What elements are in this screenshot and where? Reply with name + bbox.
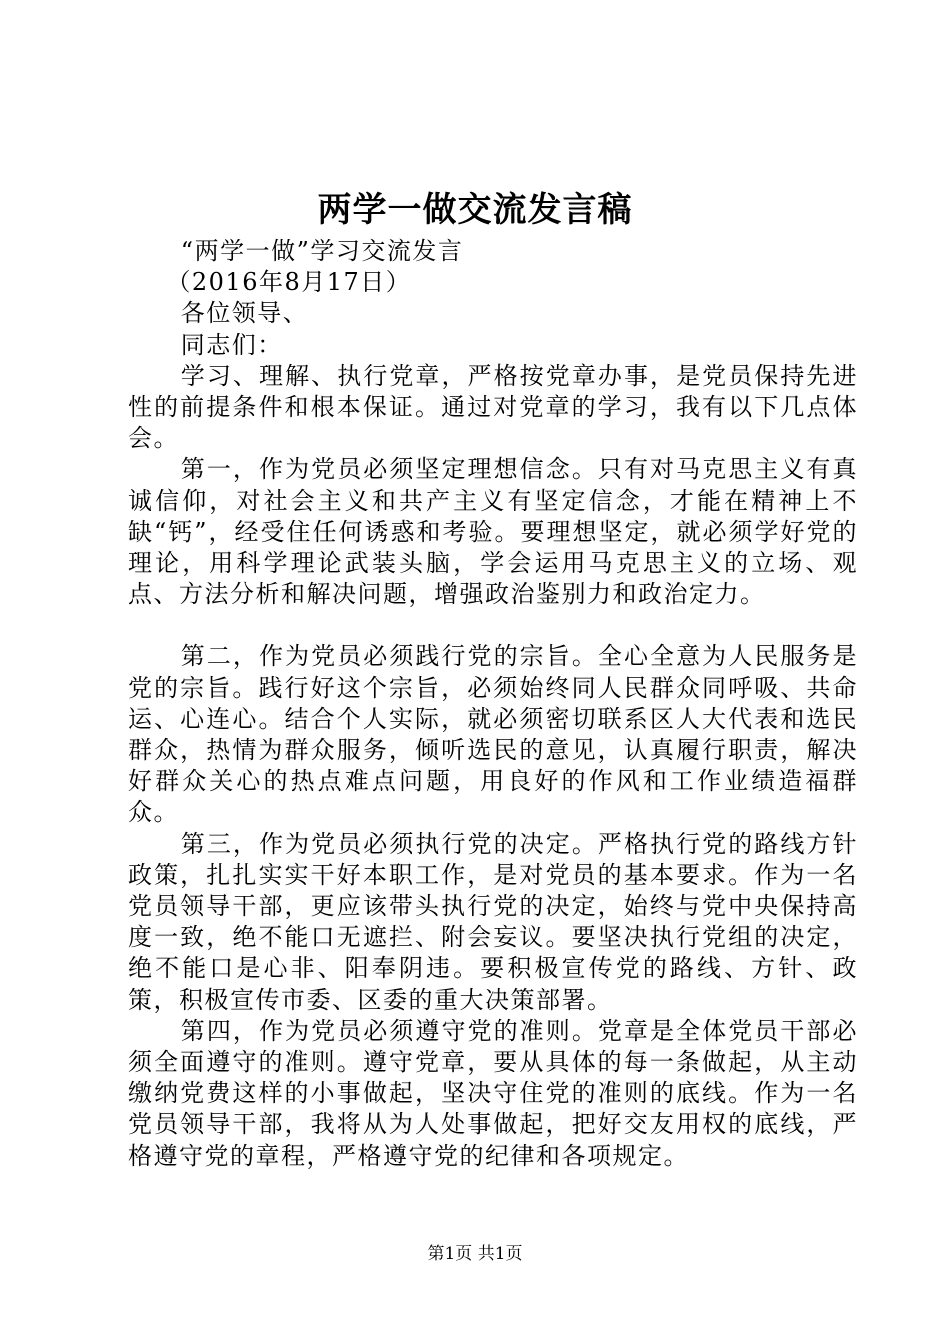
- document-title: 两学一做交流发言稿: [317, 190, 633, 230]
- paragraph-first: 第一，作为党员必须坚定理想信念。只有对马克思主义有真诚信仰，对社会主义和共产主义有坚定信念，才能在精神上不缺“钙”，经受住任何诱惑和考验。要理想坚定，就必须学好党的理论，用科学理论武装头脑，学会运用马克思主义的立场、观点、方法分析和解决问题，增强政治鉴别力和政治定力。: [128, 455, 858, 609]
- document-body: [128, 236, 858, 1172]
- paragraph-intro: 学习、理解、执行党章，严格按党章办事，是党员保持先进性的前提条件和根本保证。通过对党章的学习，我有以下几点体会。: [128, 361, 858, 453]
- page-footer: 第1页 共1页: [427, 1244, 523, 1264]
- paragraph-second: 第二，作为党员必须践行党的宗旨。全心全意为人民服务是党的宗旨。践行好这个宗旨，必须始终同人民群众同呼吸、共命运、心连心。结合个人实际，就必须密切联系区人大代表和选民群众，热情为群众服务，倾听选民的意见，认真履行职责，解决好群众关心的热点难点问题，用良好的作风和工作业绩造福群众。: [128, 642, 858, 827]
- paragraph-third: 第三，作为党员必须执行党的决定。严格执行党的路线方针政策，扎扎实实干好本职工作，是对党员的基本要求。作为一名党员领导干部，更应该带头执行党的决定，始终与党中央保持高度一致，绝不能口无遮拦、附会妄议。要坚决执行党组的决定，绝不能口是心非、阳奉阴违。要积极宣传党的路线、方针、政策，积极宣传市委、区委的重大决策部署。: [128, 829, 858, 1014]
- date-line: （2016年8月17日）: [166, 268, 412, 297]
- salutation-line-2: 同志们：: [180, 330, 283, 359]
- subtitle-line: “两学一做”学习交流发言: [180, 237, 464, 265]
- paragraph-fourth: 第四，作为党员必须遵守党的准则。党章是全体党员干部必须全面遵守的准则。遵守党章，要从具体的每一条做起，从主动缴纳党费这样的小事做起，坚决守住党的准则的底线。作为一名党员领导干部，我将从为人处事做起，把好交友用权的底线，严格遵守党的章程，严格遵守党的纪律和各项规定。: [128, 1016, 858, 1170]
- salutation-line-1: 各位领导、: [180, 299, 309, 328]
